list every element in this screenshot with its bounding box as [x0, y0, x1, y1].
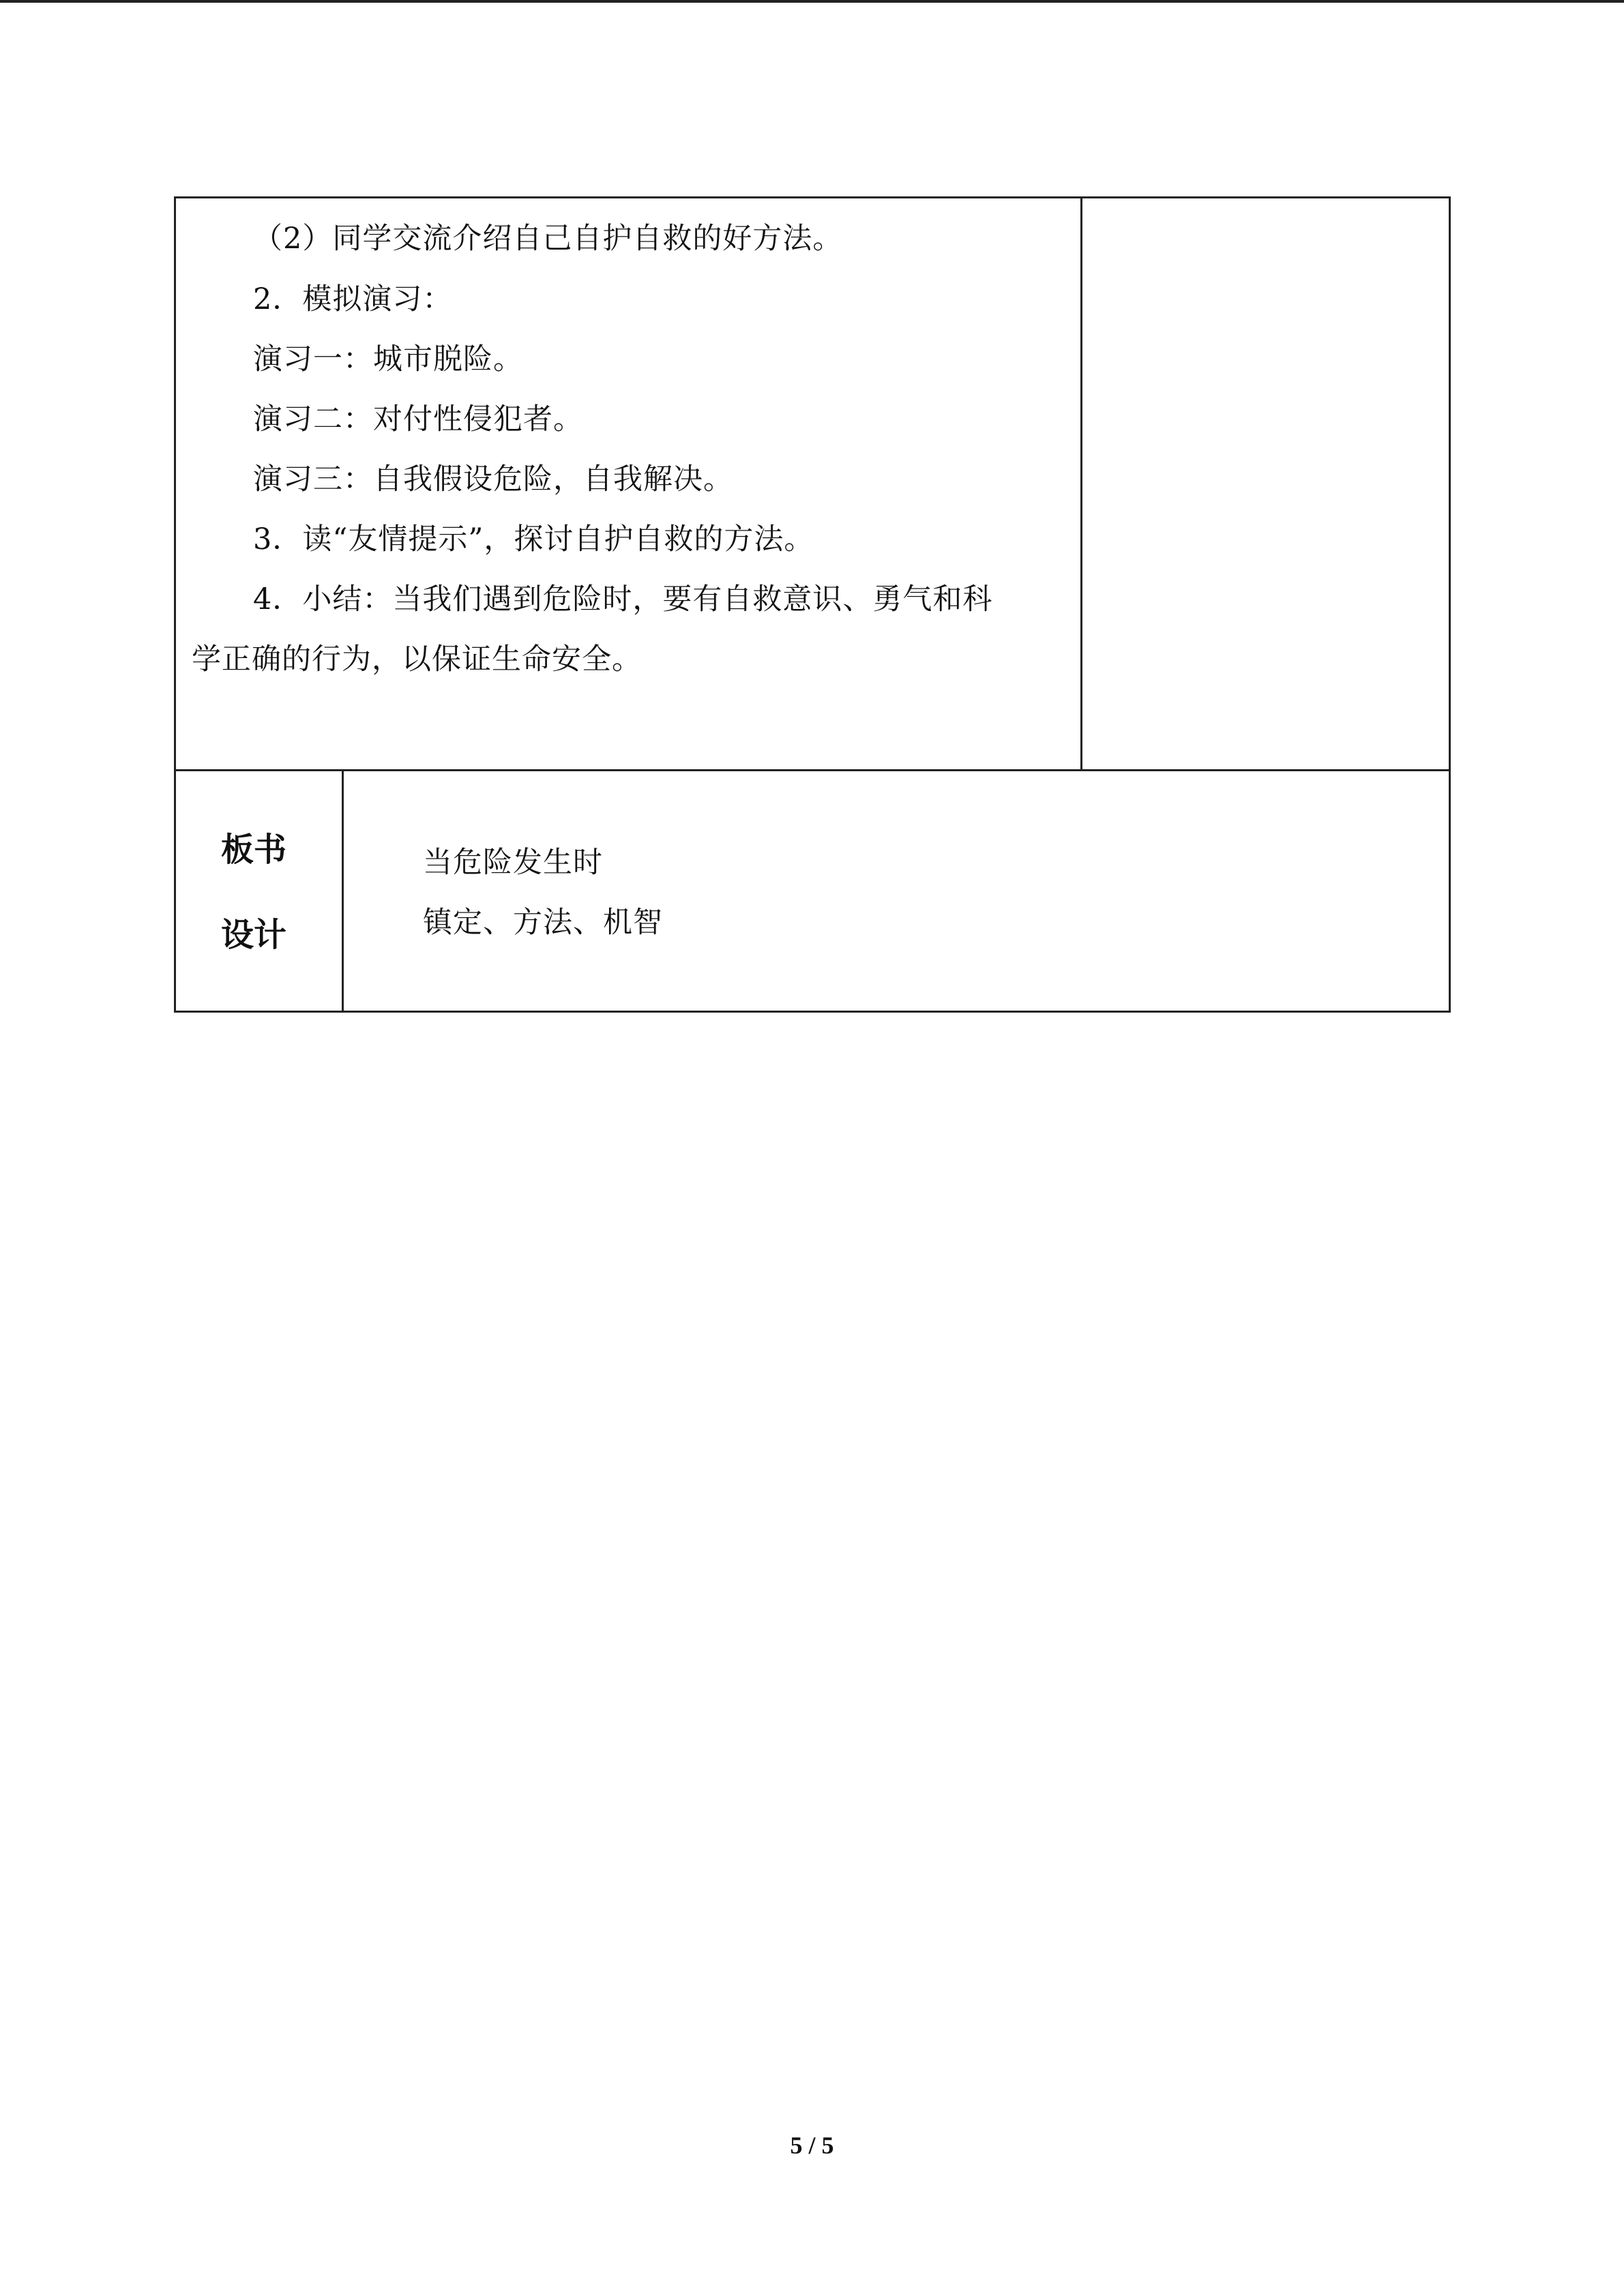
lesson-plan-table: [174, 196, 1451, 1013]
process-line-3: 演习一：城市脱险。: [253, 342, 523, 376]
process-line-5: 演习三：自我假设危险，自我解决。: [253, 462, 733, 496]
process-line-2: 2．模拟演习：: [253, 282, 453, 316]
column-divider: [1080, 198, 1082, 769]
top-border-line: [0, 0, 1624, 3]
board-design-label-line1: 板书: [221, 831, 287, 869]
process-line-6: 3．读“友情提示”，探讨自护自救的方法。: [253, 522, 814, 556]
label-column-divider: [342, 769, 344, 1013]
row-divider: [176, 769, 1449, 771]
process-line-7: 4．小结：当我们遇到危险时，要有自救意识、勇气和科: [253, 582, 993, 616]
board-design-content-line1: 当危险发生时: [423, 846, 603, 880]
process-line-1: （2）同学交流介绍自己自护自救的好方法。: [253, 222, 843, 256]
board-design-label-line2: 设计: [221, 916, 287, 954]
process-line-4: 演习二：对付性侵犯者。: [253, 402, 583, 436]
process-line-8: 学正确的行为，以保证生命安全。: [192, 642, 642, 676]
page-number: 5 / 5: [790, 2132, 834, 2159]
board-design-content-line2: 镇定、方法、机智: [423, 906, 663, 940]
